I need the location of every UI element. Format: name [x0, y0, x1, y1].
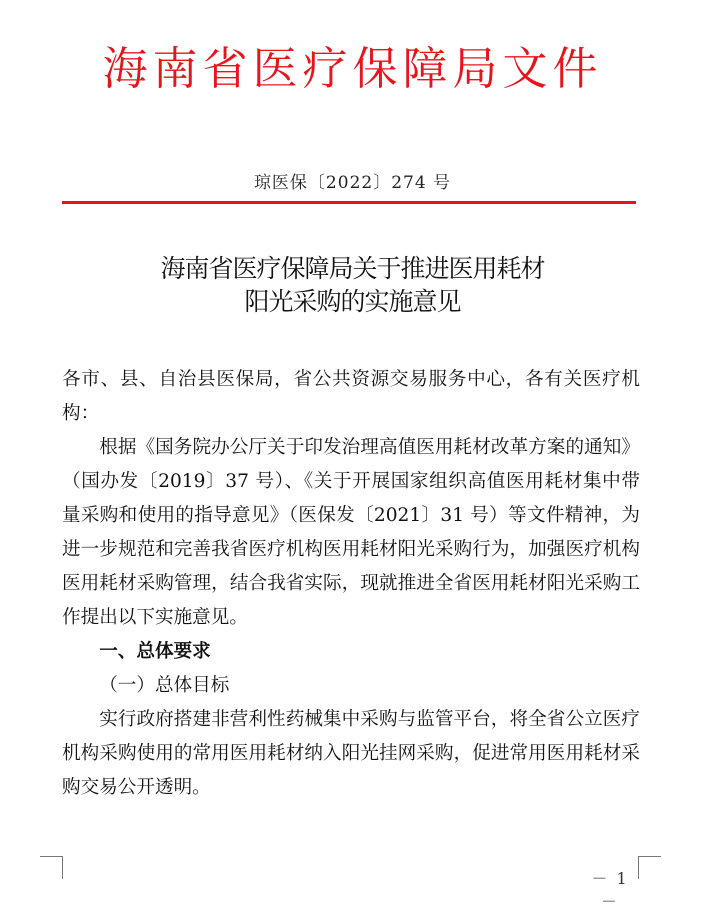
page-number: － 1 － [591, 869, 629, 911]
page-corner-mark-right [638, 856, 661, 879]
paragraph-2: 实行政府搭建非营利性药械集中采购与监管平台，将全省公立医疗机构采购使用的常用医用耗材纳入阳光挂网采购，促进常用医用耗材采购交易公开透明。 [62, 709, 640, 798]
addressee: 各市、县、自治县医保局，省公共资源交易服务中心，各有关医疗机构： [62, 369, 640, 424]
paragraph-1: 根据《国务院办公厅关于印发治理高值医用耗材改革方案的通知》（国办发〔2019〕37 号）、《关于开展国家组织高值医用耗材集中带量采购和使用的指导意见》（医保发〔2021〕31 号）等文件精神，为进一步规范和完善我省医疗机构医用耗材阳光采购行为，加强医疗机构医用耗材采购管理，结合我省实际，现就推进全省医用耗材阳光采购工作提出以下实施意见。 [62, 437, 640, 628]
document-number: 琼医保〔2022〕274 号 [253, 173, 452, 193]
section-heading-1: 一、总体要求 [99, 641, 211, 662]
document-title [0, 252, 705, 318]
subsection-heading-1: （一）总体目标 [99, 675, 230, 696]
document-body [62, 363, 640, 805]
red-separator-line [62, 201, 636, 204]
agency-title: 海南省医疗保障局文件 [102, 42, 603, 95]
document-title-line-2: 阳光采购的实施意见 [244, 287, 461, 316]
document-title-line-1: 海南省医疗保障局关于推进医用耗材 [160, 254, 545, 283]
page-corner-mark-left [40, 856, 63, 879]
